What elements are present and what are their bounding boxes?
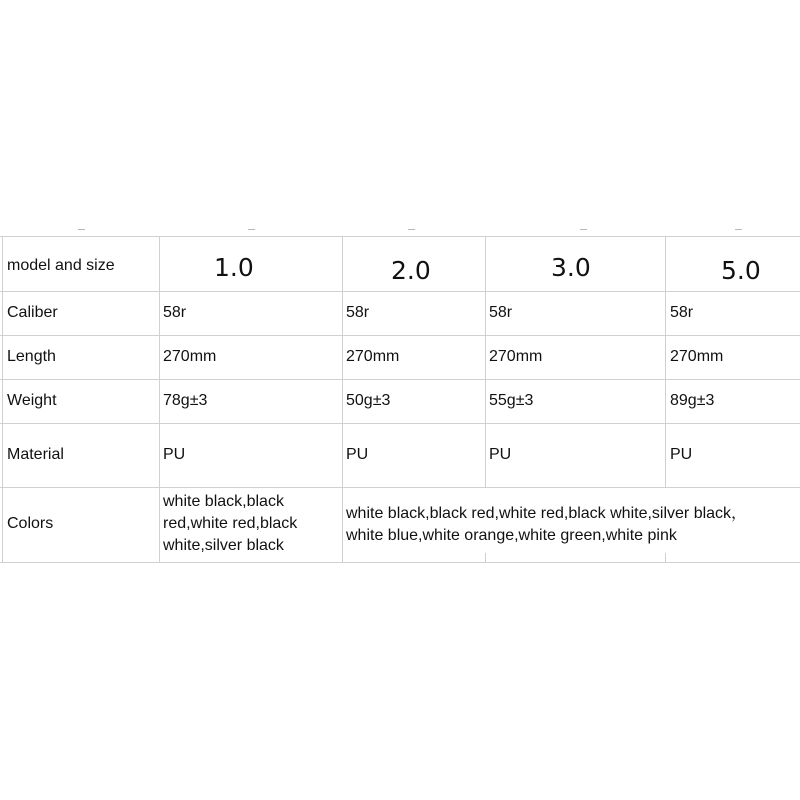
row-label-length: Length bbox=[7, 348, 56, 365]
corner-label: model and size bbox=[7, 257, 115, 274]
column-divider bbox=[485, 236, 486, 487]
colors-value-other-models bbox=[346, 503, 794, 547]
length-value: 270mm bbox=[670, 348, 724, 365]
caliber-value: 58r bbox=[346, 304, 370, 321]
weight-value: 50g±3 bbox=[346, 392, 391, 409]
row-label-colors: Colors bbox=[7, 515, 54, 532]
caliber-value: 58r bbox=[163, 304, 187, 321]
colors-line: white black,black bbox=[163, 493, 284, 510]
model-header-2: 2.0 bbox=[391, 256, 431, 285]
length-value: 270mm bbox=[346, 348, 400, 365]
length-value: 270mm bbox=[489, 348, 543, 365]
weight-value: 89g±3 bbox=[670, 392, 715, 409]
row-label-weight: Weight bbox=[7, 392, 57, 409]
caliber-value: 58r bbox=[489, 304, 513, 321]
colors-line: white,silver black bbox=[163, 537, 284, 554]
column-divider bbox=[159, 236, 160, 562]
row-divider bbox=[0, 423, 800, 424]
material-value: PU bbox=[489, 446, 512, 463]
model-header-1: 1.0 bbox=[214, 253, 254, 282]
material-value: PU bbox=[670, 446, 693, 463]
colors-line: white black,black red,white red,black white,silver black， bbox=[346, 505, 748, 522]
cell-marker bbox=[735, 229, 742, 230]
colors-value-model-1 bbox=[163, 491, 341, 557]
column-divider bbox=[665, 236, 666, 487]
material-value: PU bbox=[163, 446, 186, 463]
cell-marker bbox=[248, 229, 255, 230]
column-divider bbox=[485, 553, 486, 562]
column-divider bbox=[342, 236, 343, 487]
row-divider bbox=[0, 291, 800, 292]
column-divider bbox=[2, 236, 3, 562]
column-divider bbox=[665, 553, 666, 562]
weight-value: 55g±3 bbox=[489, 392, 534, 409]
colors-line: red,white red,black bbox=[163, 515, 298, 532]
cell-marker bbox=[580, 229, 587, 230]
cell-marker bbox=[78, 229, 85, 230]
material-value: PU bbox=[346, 446, 369, 463]
model-header-3: 3.0 bbox=[551, 253, 591, 282]
row-divider bbox=[0, 562, 800, 563]
caliber-value: 58r bbox=[670, 304, 694, 321]
colors-line: white blue,white orange,white green,white pink bbox=[346, 527, 677, 544]
row-label-caliber: Caliber bbox=[7, 304, 58, 321]
row-divider bbox=[0, 379, 800, 380]
column-divider bbox=[342, 487, 343, 562]
weight-value: 78g±3 bbox=[163, 392, 208, 409]
row-divider bbox=[0, 236, 800, 237]
row-divider bbox=[0, 487, 800, 488]
row-label-material: Material bbox=[7, 446, 64, 463]
length-value: 270mm bbox=[163, 348, 217, 365]
model-header-4: 5.0 bbox=[721, 256, 761, 285]
cell-marker bbox=[408, 229, 415, 230]
row-divider bbox=[0, 335, 800, 336]
